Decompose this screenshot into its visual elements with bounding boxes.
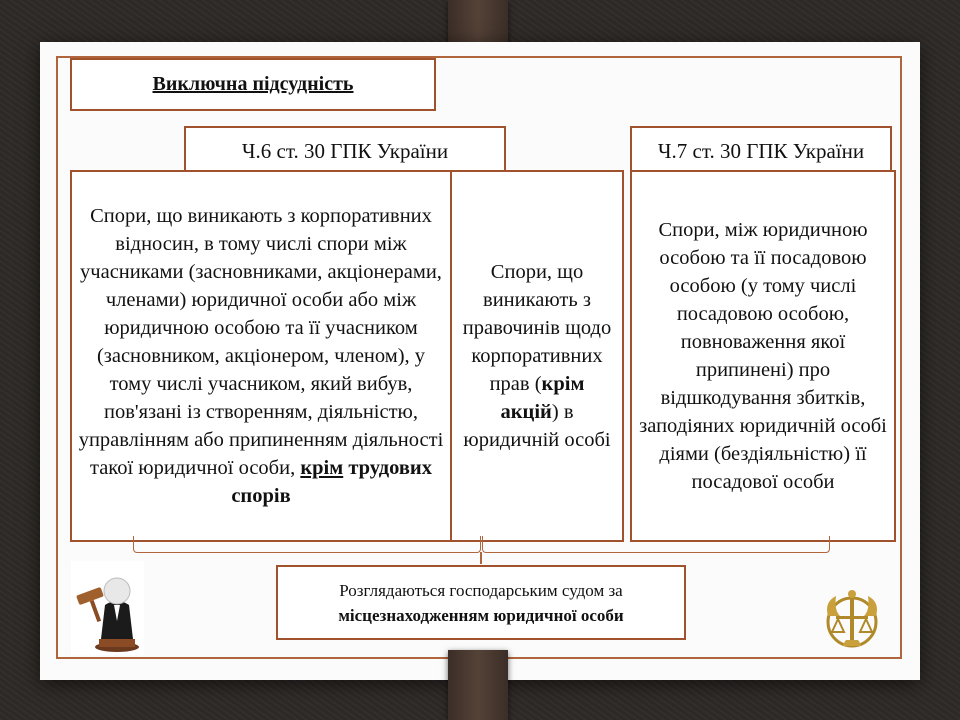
jurisdiction-conclusion-text <box>338 578 623 628</box>
brace-connector <box>480 552 482 564</box>
shares-exception: крім акцій <box>500 373 585 423</box>
header-ch6: Ч.6 ст. 30 ГПК України <box>184 126 506 176</box>
conclusion-plain: Розглядаються господарським судом за <box>339 580 623 600</box>
court-emblem-icon <box>818 586 886 654</box>
officer-disputes-box <box>630 170 896 542</box>
transactions-text-end: ) в юридичній особі <box>463 401 611 451</box>
brace-right <box>482 536 830 553</box>
slide-title-text: Виключна підсудність <box>152 73 354 95</box>
transactions-disputes-box <box>450 170 624 542</box>
corporate-disputes-box <box>70 170 452 542</box>
conclusion-bold: місцезнаходженням юридичної особи <box>338 605 624 625</box>
judge-icon <box>71 561 144 655</box>
binder-strap-bottom <box>448 650 508 720</box>
brace-left <box>133 536 481 553</box>
exception-word: крім <box>300 457 344 479</box>
corporate-disputes-main: Спори, що виникають з корпоративних відносин, в тому числі спори між учасниками (засновниками, акціонерами, членами) юридичної особи або між юридичною особою та її учасником (засновником, акціонером, членом), у тому числі учасником, який вибув, пов'язані із створенням, діяльністю, управлінням або припиненням діяльності такої юридичної особи, <box>78 205 444 479</box>
header-ch7: Ч.7 ст. 30 ГПК України <box>630 126 892 176</box>
transactions-text-start: Спори, що виникають з правочинів щодо корпоративних прав ( <box>462 261 612 395</box>
binder-strap-top <box>448 0 508 48</box>
labor-disputes-exception: трудових спорів <box>231 457 432 507</box>
jurisdiction-conclusion-box <box>276 565 686 640</box>
transactions-disputes-text <box>458 258 616 454</box>
officer-disputes-text: Спори, між юридичною особою та її посадовою особою (у тому числі посадовою особою, повноваження якої припинені) про відшкодування збитків, заподіяних юридичній особі діями (бездіяльністю) її посадової особи <box>639 219 887 493</box>
slide-title <box>70 58 436 111</box>
corporate-disputes-text <box>78 202 444 510</box>
